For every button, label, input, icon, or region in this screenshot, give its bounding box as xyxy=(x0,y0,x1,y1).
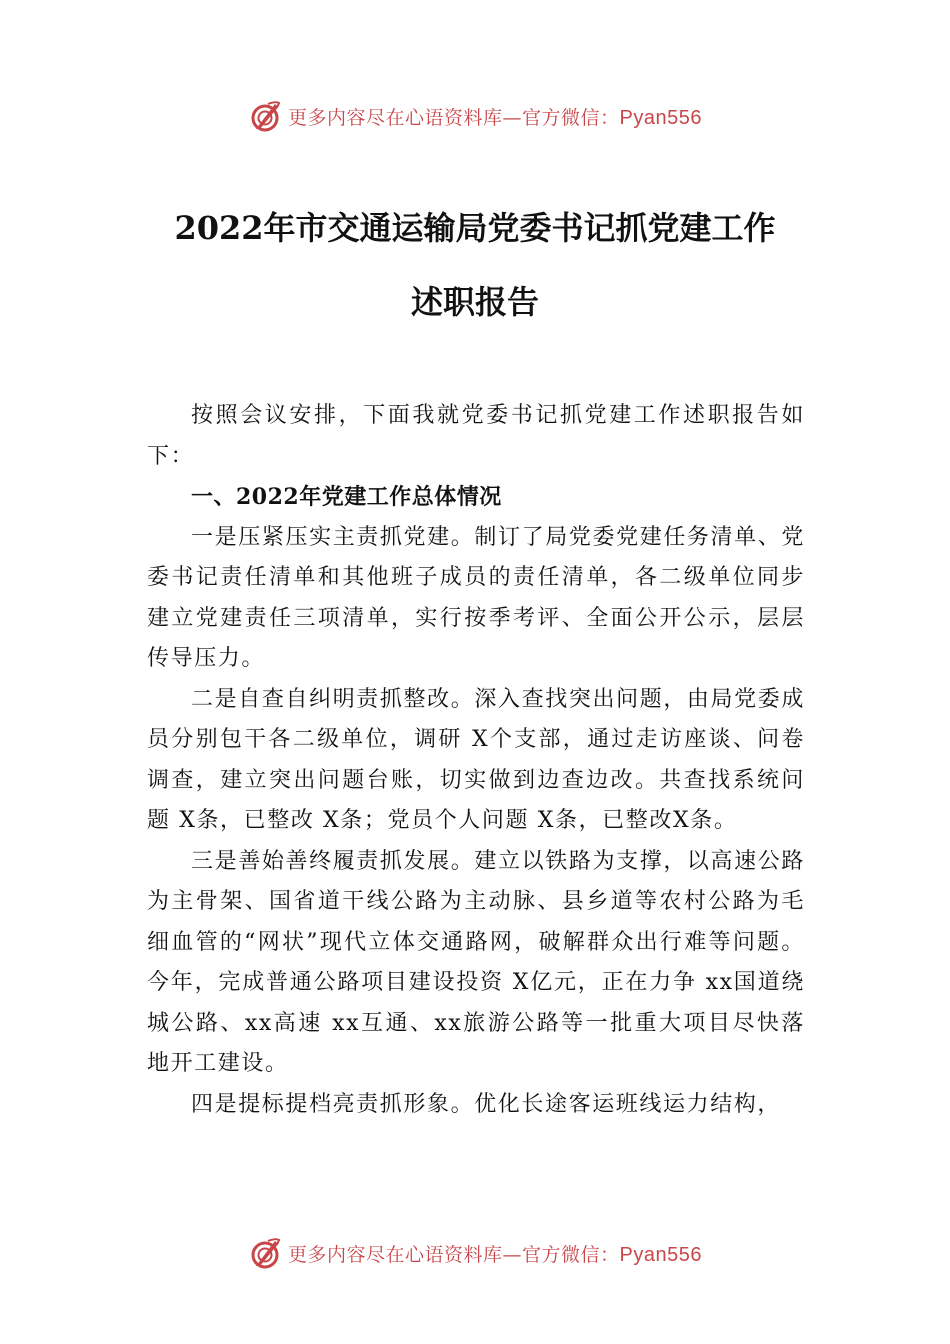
section-heading: 一、2022年党建工作总体情况 xyxy=(191,484,502,510)
document-body xyxy=(147,396,805,1125)
document-title-line2: 述职报告 xyxy=(410,283,539,321)
document-title-line1: 2022年市交通运输局党委书记抓党建工作 xyxy=(174,209,776,247)
body-paragraph: 三是善始善终履责抓发展。建立以铁路为支撑，以高速公路为主骨架、国省道干线公路为主动脉、县乡道等农村公路为毛细血管的“网状”现代立体交通路网，破解群众出行难等问题。今年，完成普通公路项目建设投资 X亿元，正在力争 xx国道绕城公路、xx高速 xx互通、xx旅游公路等一批重大项目尽快落地开工建设。 xyxy=(147,848,805,1076)
banner-label: 更多内容尽在心语资料库—官方微信： xyxy=(288,1243,620,1266)
footer-banner xyxy=(0,1233,950,1273)
wechat-account: Pyan556 xyxy=(619,106,702,129)
header-banner xyxy=(0,96,950,136)
intro-paragraph: 按照会议安排，下面我就党委书记抓党建工作述职报告如下： xyxy=(147,403,805,469)
body-paragraph: 二是自查自纠明责抓整改。深入查找突出问题，由局党委成员分别包干各二级单位，调研 X个支部，通过走访座谈、问卷调查，建立突出问题台账，切实做到边查边改。共查找系统问题 X条，已整改 X条；党员个人问题 X条，已整改X条。 xyxy=(147,686,805,833)
banner-text xyxy=(288,1240,702,1267)
body-paragraph: 一是压紧压实主责抓党建。制订了局党委党建任务清单、党委书记责任清单和其他班子成员的责任清单，各二级单位同步建立党建责任三项清单，实行按季考评、全面公开公示，层层传导压力。 xyxy=(147,524,805,671)
body-paragraph: 四是提标提档亮责抓形象。优化长途客运班线运力结构， xyxy=(191,1091,782,1117)
banner-text xyxy=(288,103,702,130)
quill-pen-logo-icon xyxy=(248,1236,282,1270)
wechat-account: Pyan556 xyxy=(619,1243,702,1266)
quill-pen-logo-icon xyxy=(248,99,282,133)
banner-label: 更多内容尽在心语资料库—官方微信： xyxy=(288,106,620,129)
